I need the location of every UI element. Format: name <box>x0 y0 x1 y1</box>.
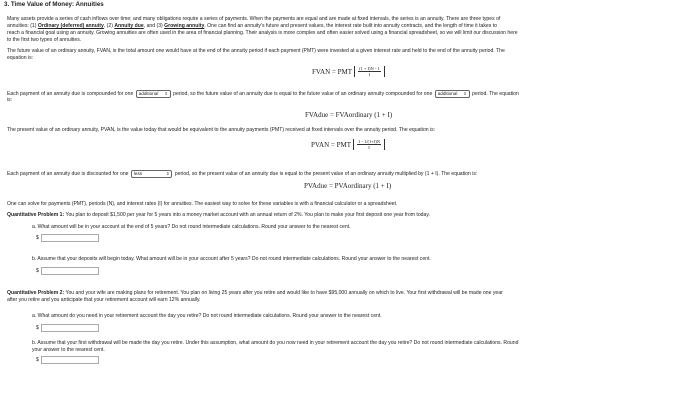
intro-line-3: reach a financial goal using an annuity. Growing annuities are often used in the area of financial planning. Their analysis is more complex and often easier solved using a financial spreadsheet, so we will limit our discussion here <box>7 30 518 36</box>
problem-2b-answer: $ <box>36 356 99 364</box>
intro-line-1: Many assets provide a series of cash inflows over time; and many obligations require a series of payments. When the payments are equal and are made at fixed intervals, the series is an annuity. There are three types of <box>7 16 501 22</box>
pv-description: The present value of an ordinary annuity, PVAN, is the value today that would be equivalent to the annuity payments (PMT) received at fixed intervals over the annuity period. The equation is: <box>7 127 436 133</box>
pva-equation: PVAN = PMT $\frac{1 - 1/(1+I)N}{I}$ <box>311 139 385 150</box>
pva-due-equation: PVAdue = PVAordinary (1 + I) <box>304 182 392 190</box>
compounding-select-1[interactable]: additional ⇕ <box>136 90 171 98</box>
intro-line-2: annuities: (1) Ordinary (deferred) annuity, (2) Annuity due, and (3) Growing annuity. One can find an annuity's future and present values, the interest rate built into annuity contracts, and the length of time it takes to <box>7 23 497 29</box>
compounding-select-2[interactable]: additional ⇕ <box>435 90 470 98</box>
section-title: 3. Time Value of Money: Annuities <box>4 1 104 8</box>
problem-2a-answer: $ <box>36 324 99 332</box>
problem-1a-answer: $ <box>36 234 99 242</box>
dropdown-icon: ⇕ <box>463 91 467 96</box>
intro-line-4: to the first two types of annuities. <box>7 37 82 43</box>
problem-2a-input[interactable] <box>41 324 99 332</box>
problem-1a-question: a. What amount will be in your account at the end of 5 years? Do not round intermediate calculations. Round your answer to the nearest cent. <box>32 224 351 230</box>
problem-1b-question: b. Assume that your deposits will begin today. What amount will be in your account after 5 years? Do not round intermediate calculations. Round your answer to the nearest cent. <box>32 256 431 262</box>
fv-description-1: The future value of an ordinary annuity, FVAN, is the total amount one would have at the end of the annuity period if each payment (PMT) were invested at a given interest rate and held to the end of the annuity period. The <box>7 48 505 54</box>
fva-due-equation: FVAdue = FVAordinary (1 + I) <box>305 111 393 119</box>
problem-2b-question: b. Assume that your first withdrawal will be made the day you retire. Under this assumption, what amount do you now need in your retirement account the day you retire? Do not round intermediate calculations. Round <box>32 340 519 346</box>
fv-description-2: equation is: <box>7 55 34 61</box>
ordinary-annuity-term: Ordinary (deferred) annuity <box>37 23 104 29</box>
annuity-due-fv-text-2: is: <box>7 97 13 103</box>
problem-1b-answer: $ <box>36 267 99 275</box>
dropdown-icon: ⇕ <box>166 171 170 176</box>
problem-2-statement: Quantitative Problem 2: You and your wife are making plans for retirement. You plan on living 25 years after you retire and would like to have $95,000 annually on which to live. Your first withdrawal will be made one year <box>7 290 503 296</box>
problem-2b-input[interactable] <box>41 356 99 364</box>
annuity-due-pv-text: Each payment of an annuity due is discounted for one less ⇕ period, so the present value of an annuity due is equal to the present value of an ordinary annuity multiplied by (1 + I). The equation is: <box>7 171 478 177</box>
discount-select[interactable]: less ⇕ <box>131 170 173 178</box>
growing-annuity-term: Growing annuity <box>164 23 205 29</box>
problem-1-statement: Quantitative Problem 1: You plan to deposit $1,500 per year for 5 years into a money market account with an annual return of 2%. You plan to make your first deposit one year from today. <box>7 212 430 218</box>
annuity-due-term: Annuity due <box>114 23 144 29</box>
problem-1b-input[interactable] <box>41 267 99 275</box>
annuity-due-fv-text: Each payment of an annuity due is compounded for one additional ⇕ period, so the future value of an annuity due is equal to the future value of an ordinary annuity compounded for one additional ⇕ period. The equation <box>7 91 519 97</box>
solve-text: One can solve for payments (PMT), periods (N), and interest rates (I) for annuities. The easiest way to solve for these variables is with a financial calculator or a spreadsheet. <box>7 201 398 207</box>
problem-1a-input[interactable] <box>41 234 99 242</box>
dropdown-icon: ⇕ <box>164 91 168 96</box>
problem-2b-question-2: your answer to the nearest cent. <box>32 347 105 353</box>
problem-2a-question: a. What amount do you need in your retirement account the day you retire? Do not round intermediate calculations. Round your answer to the nearest cent. <box>32 313 382 319</box>
problem-2-statement-2: after you retire and you anticipate that your retirement account will earn 12% annually. <box>7 297 201 303</box>
fva-equation: FVAN = PMT $\frac{(1 + I)N - 1}{I}$ <box>312 66 385 77</box>
